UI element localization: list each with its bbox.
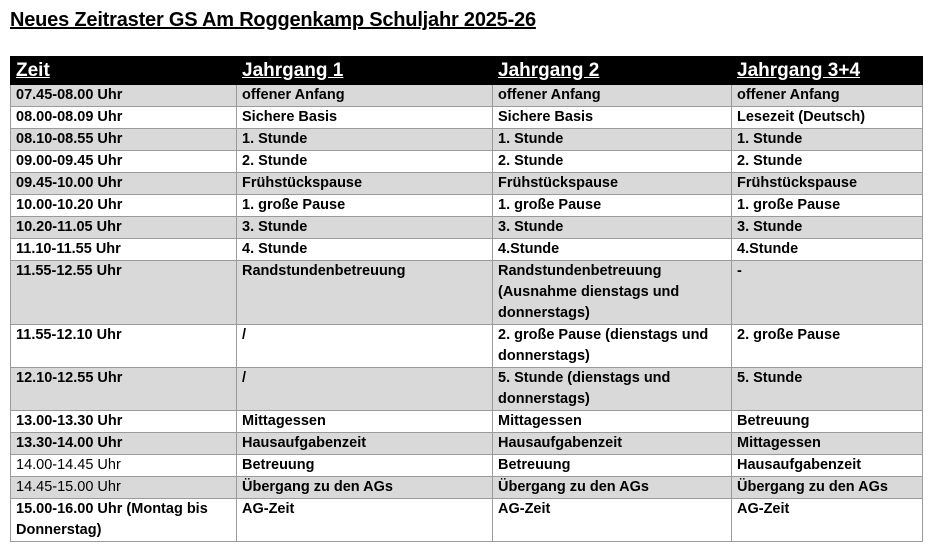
cell-jahrgang-2: 1. Stunde [493,129,732,151]
table-row [11,261,923,325]
cell-zeit: 14.45-15.00 Uhr [11,477,237,499]
cell-jahrgang-2: 1. große Pause [493,195,732,217]
cell-jahrgang-2: Sichere Basis [493,107,732,129]
cell-zeit: 08.10-08.55 Uhr [11,129,237,151]
table-row [11,325,923,368]
cell-jahrgang-1: AG-Zeit [237,499,493,542]
cell-jahrgang-1: Mittagessen [237,411,493,433]
cell-jahrgang-1: 2. Stunde [237,151,493,173]
cell-jahrgang-3-4: 2. Stunde [732,151,923,173]
cell-jahrgang-3-4: Frühstückspause [732,173,923,195]
cell-jahrgang-3-4: 1. große Pause [732,195,923,217]
cell-zeit: 09.45-10.00 Uhr [11,173,237,195]
cell-jahrgang-1: Sichere Basis [237,107,493,129]
cell-jahrgang-2: Übergang zu den AGs [493,477,732,499]
cell-jahrgang-2: Hausaufgabenzeit [493,433,732,455]
table-row [11,129,923,151]
cell-jahrgang-1: 3. Stunde [237,217,493,239]
cell-jahrgang-1: Übergang zu den AGs [237,477,493,499]
cell-jahrgang-2: 2. große Pause (dienstags und donnerstags) [493,325,732,368]
cell-jahrgang-3-4: Betreuung [732,411,923,433]
table-row [11,477,923,499]
cell-jahrgang-3-4: 4.Stunde [732,239,923,261]
cell-jahrgang-3-4: 3. Stunde [732,217,923,239]
cell-jahrgang-3-4: 1. Stunde [732,129,923,151]
cell-jahrgang-2: Mittagessen [493,411,732,433]
table-row [11,85,923,107]
cell-jahrgang-3-4: offener Anfang [732,85,923,107]
table-row [11,411,923,433]
cell-jahrgang-1: Hausaufgabenzeit [237,433,493,455]
cell-jahrgang-1: 1. Stunde [237,129,493,151]
cell-jahrgang-2: Randstundenbetreuung (Ausnahme dienstags und donnerstags) [493,261,732,325]
cell-jahrgang-2: 2. Stunde [493,151,732,173]
cell-zeit: 09.00-09.45 Uhr [11,151,237,173]
cell-jahrgang-3-4: - [732,261,923,325]
cell-jahrgang-2: Frühstückspause [493,173,732,195]
schedule-table [10,56,923,542]
cell-zeit: 07.45-08.00 Uhr [11,85,237,107]
header-jahrgang-3-4: Jahrgang 3+4 [732,57,923,85]
table-row [11,455,923,477]
cell-jahrgang-1: 1. große Pause [237,195,493,217]
table-row [11,217,923,239]
table-row [11,173,923,195]
cell-zeit: 08.00-08.09 Uhr [11,107,237,129]
table-row [11,107,923,129]
cell-jahrgang-3-4: Hausaufgabenzeit [732,455,923,477]
cell-zeit: 14.00-14.45 Uhr [11,455,237,477]
header-jahrgang-2: Jahrgang 2 [493,57,732,85]
cell-jahrgang-2: offener Anfang [493,85,732,107]
cell-zeit: 13.00-13.30 Uhr [11,411,237,433]
cell-zeit: 13.30-14.00 Uhr [11,433,237,455]
cell-zeit: 12.10-12.55 Uhr [11,368,237,411]
cell-jahrgang-3-4: AG-Zeit [732,499,923,542]
cell-jahrgang-3-4: 5. Stunde [732,368,923,411]
table-row [11,499,923,542]
document-title: Neues Zeitraster GS Am Roggenkamp Schuljahr 2025-26 [10,9,536,31]
cell-jahrgang-2: 3. Stunde [493,217,732,239]
table-row [11,195,923,217]
cell-jahrgang-3-4: Mittagessen [732,433,923,455]
cell-zeit: 15.00-16.00 Uhr (Montag bis Donnerstag) [11,499,237,542]
header-row [11,57,923,85]
cell-jahrgang-1: Randstundenbetreuung [237,261,493,325]
cell-jahrgang-2: 4.Stunde [493,239,732,261]
header-zeit: Zeit [11,57,237,85]
cell-jahrgang-3-4: Übergang zu den AGs [732,477,923,499]
cell-jahrgang-1: 4. Stunde [237,239,493,261]
cell-jahrgang-1: Frühstückspause [237,173,493,195]
table-row [11,151,923,173]
table-row [11,239,923,261]
cell-jahrgang-2: AG-Zeit [493,499,732,542]
cell-zeit: 11.10-11.55 Uhr [11,239,237,261]
cell-zeit: 11.55-12.55 Uhr [11,261,237,325]
cell-jahrgang-3-4: 2. große Pause [732,325,923,368]
table-row [11,433,923,455]
table-row [11,368,923,411]
cell-jahrgang-1: / [237,368,493,411]
cell-zeit: 10.00-10.20 Uhr [11,195,237,217]
header-jahrgang-1: Jahrgang 1 [237,57,493,85]
cell-jahrgang-1: Betreuung [237,455,493,477]
cell-jahrgang-2: Betreuung [493,455,732,477]
cell-jahrgang-1: / [237,325,493,368]
cell-zeit: 10.20-11.05 Uhr [11,217,237,239]
cell-jahrgang-1: offener Anfang [237,85,493,107]
cell-jahrgang-3-4: Lesezeit (Deutsch) [732,107,923,129]
cell-jahrgang-2: 5. Stunde (dienstags und donnerstags) [493,368,732,411]
cell-zeit: 11.55-12.10 Uhr [11,325,237,368]
